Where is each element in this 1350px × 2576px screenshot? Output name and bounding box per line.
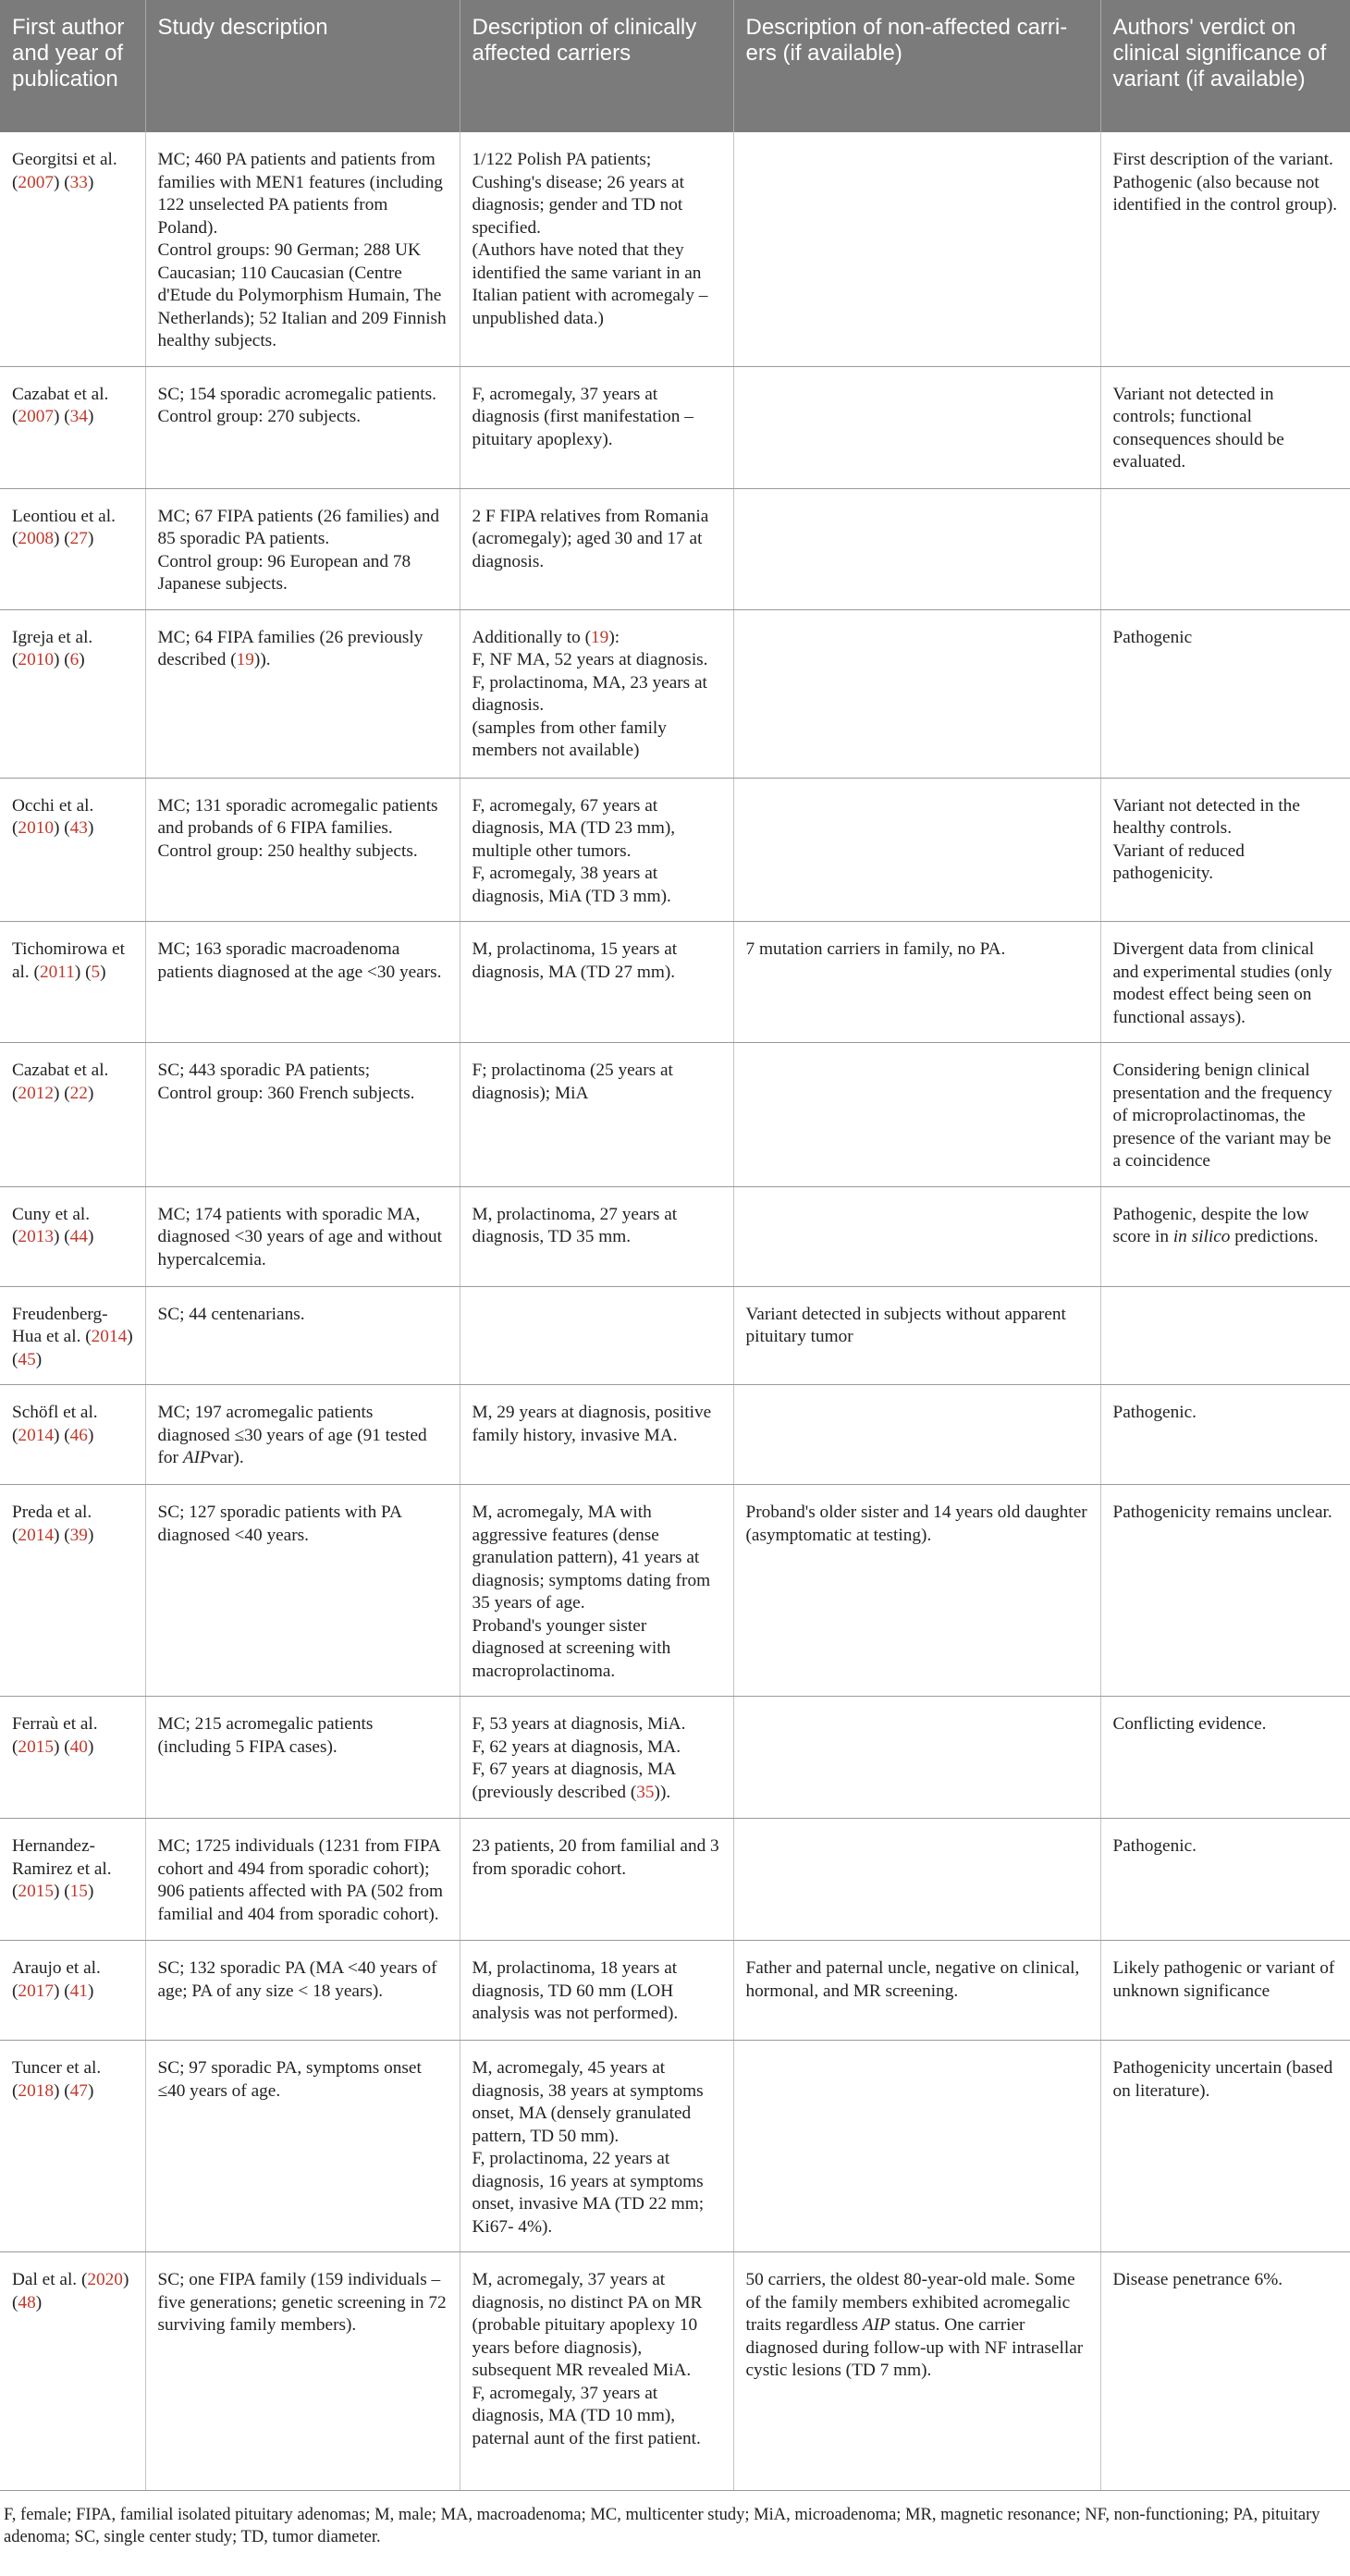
- verdict-text: Pathogenicity uncertain (based on literature).: [1112, 2058, 1333, 2101]
- reference-link[interactable]: 15: [69, 1882, 88, 1901]
- affected-cell: [460, 488, 733, 609]
- header-study: Study description: [145, 0, 460, 132]
- table-row: [0, 1186, 1350, 1286]
- nonaffected-cell: [733, 2252, 1100, 2491]
- study-cell: [145, 922, 460, 1043]
- verdict-cell: [1100, 609, 1350, 778]
- reference-link[interactable]: 41: [69, 1981, 88, 2001]
- author-text: Preda et al. (2014): [12, 1503, 92, 1545]
- affected-cell: [460, 778, 733, 922]
- author-cell: Ferraù et al. (2015) (40): [0, 1697, 145, 1819]
- table-row: [0, 1043, 1350, 1187]
- author-cell: Dal et al. (2020) (48): [0, 2252, 145, 2491]
- affected-cell: [460, 1043, 733, 1187]
- affected-text: 23 patients, 20 from familial and 3 from sporadic cohort.: [472, 1836, 719, 1879]
- affected-text: M, acromegaly, 37 years at diagnosis, no distinct PA on MR (probable pituitary apoplexy 10 years before diagnosis), subsequent MR revealed MiA. F, acromegaly, 37 years at diagnosis, MA (TD 10 mm), paternal aunt of the first patient.: [472, 2270, 703, 2448]
- table-row: [0, 1819, 1350, 1941]
- reference-link[interactable]: 22: [69, 1083, 88, 1103]
- affected-cell: [460, 922, 733, 1043]
- affected-text: 1/122 Polish PA patients; Cushing's disease; 26 years at diagnosis; gender and TD not specified. (Authors have noted that they identified the same variant in an Italian patient with acromegaly – unpublished data.): [472, 150, 708, 328]
- affected-cell: [460, 609, 733, 778]
- study-text: MC; 64 FIPA families (26 previously described (19)).: [157, 627, 423, 669]
- author-text: Cazabat et al. (2007): [12, 384, 109, 426]
- author-cell: Cazabat et al. (2007) (34): [0, 366, 145, 488]
- author-text: Araujo et al. (2017): [12, 1958, 101, 2001]
- verdict-cell: [1100, 1819, 1350, 1941]
- author-cell: Cuny et al. (2013) (44): [0, 1186, 145, 1286]
- affected-text: 2 F FIPA relatives from Romania (acromegaly); aged 30 and 17 at diagnosis.: [472, 506, 709, 571]
- verdict-cell: [1100, 366, 1350, 488]
- header-verdict: Authors' verdict on clinical significance of variant (if available): [1100, 0, 1350, 132]
- table-row: [0, 1941, 1350, 2041]
- nonaffected-cell: [733, 609, 1100, 778]
- nonaffected-cell: [733, 2041, 1100, 2252]
- verdict-cell: [1100, 2041, 1350, 2252]
- study-cell: [145, 2041, 460, 2252]
- verdict-text: Pathogenic: [1112, 627, 1193, 647]
- nonaffected-cell: [733, 1286, 1100, 1385]
- author-cell: Igreja et al. (2010) (6): [0, 609, 145, 778]
- study-cell: [145, 1385, 460, 1485]
- study-cell: [145, 1043, 460, 1187]
- nonaffected-cell: [733, 366, 1100, 488]
- affected-text: Additionally to (19): F, NF MA, 52 years at diagnosis. F, prolactinoma, MA, 23 years at diagnosis. (samples from other family members not available): [472, 627, 708, 760]
- table-row: [0, 366, 1350, 488]
- verdict-text: Pathogenic, despite the low score in in silico predictions.: [1112, 1204, 1319, 1246]
- reference-link[interactable]: 6: [69, 650, 80, 669]
- nonaffected-text: Proband's older sister and 14 years old daughter (asymptomatic at testing).: [745, 1503, 1087, 1545]
- reference-link[interactable]: 48: [18, 2292, 36, 2312]
- nonaffected-cell: [733, 778, 1100, 922]
- table-row: [0, 609, 1350, 778]
- verdict-cell: [1100, 1186, 1350, 1286]
- study-text: MC; 131 sporadic acromegalic patients and probands of 6 FIPA families. Control group: 250 healthy subjects.: [157, 795, 438, 861]
- header-nonaffected: Description of non-affected carri-ers (if available): [733, 0, 1100, 132]
- table-row: [0, 1385, 1350, 1485]
- affected-cell: [460, 2041, 733, 2252]
- reference-link[interactable]: 44: [69, 1227, 88, 1246]
- verdict-cell: [1100, 1286, 1350, 1385]
- table-row: [0, 2252, 1350, 2491]
- reference-link[interactable]: 43: [69, 818, 88, 838]
- author-text: Leontiou et al. (2008): [12, 506, 116, 548]
- affected-text: M, acromegaly, 45 years at diagnosis, 38 years at symptoms onset, MA (densely granulated pattern, TD 50 mm). F, prolactinoma, 22 years at diagnosis, 16 years at symptoms onset, invasive MA (TD 22 mm; Ki67- 4%).: [472, 2058, 705, 2237]
- verdict-text: Variant not detected in controls; functional consequences should be evaluated.: [1112, 384, 1284, 472]
- verdict-text: First description of the variant. Pathogenic (also because not identified in the control group).: [1112, 150, 1338, 215]
- author-cell: Leontiou et al. (2008) (27): [0, 488, 145, 609]
- verdict-text: Considering benign clinical presentation and the frequency of microprolactinomas, the presence of the variant may be a coincidence: [1112, 1061, 1332, 1171]
- study-text: SC; 44 centenarians.: [157, 1304, 305, 1324]
- affected-cell: [460, 1385, 733, 1485]
- verdict-cell: [1100, 1043, 1350, 1187]
- reference-link[interactable]: 40: [69, 1736, 88, 1757]
- study-cell: [145, 132, 460, 366]
- affected-cell: [460, 132, 733, 366]
- nonaffected-cell: [733, 132, 1100, 366]
- study-text: SC; one FIPA family (159 individuals – five generations; genetic screening in 72 surviving family members).: [157, 2270, 447, 2335]
- study-text: MC; 215 acromegalic patients (including 5 FIPA cases).: [157, 1714, 374, 1757]
- study-text: SC; 127 sporadic patients with PA diagnosed <40 years.: [157, 1503, 401, 1545]
- nonaffected-cell: [733, 1941, 1100, 2041]
- verdict-cell: [1100, 1941, 1350, 2041]
- nonaffected-cell: [733, 488, 1100, 609]
- nonaffected-cell: [733, 1043, 1100, 1187]
- table-body: [0, 132, 1350, 2491]
- author-text: Tuncer et al. (2018): [12, 2058, 102, 2101]
- table-row: [0, 488, 1350, 609]
- affected-text: F, acromegaly, 37 years at diagnosis (first manifestation – pituitary apoplexy).: [472, 384, 693, 449]
- study-cell: [145, 366, 460, 488]
- reference-link[interactable]: 45: [18, 1349, 36, 1369]
- reference-link[interactable]: 39: [69, 1525, 88, 1545]
- verdict-text: Pathogenic.: [1112, 1836, 1197, 1856]
- table-header-row: [0, 0, 1350, 132]
- study-cell: [145, 2252, 460, 2491]
- affected-text: M, acromegaly, MA with aggressive features (dense granulation pattern), 41 years at diagnosis; symptoms dating from 35 years of age. Proband's younger sister diagnosed at screening with macroprolactinoma.: [472, 1503, 711, 1681]
- verdict-cell: [1100, 1385, 1350, 1485]
- study-text: SC; 154 sporadic acromegalic patients. Control group: 270 subjects.: [157, 384, 436, 426]
- header-affected: Description of clinically affected carriers: [460, 0, 733, 132]
- verdict-text: Pathogenicity remains unclear.: [1112, 1503, 1332, 1522]
- affected-text: M, 29 years at diagnosis, positive family history, invasive MA.: [472, 1403, 712, 1445]
- verdict-text: Conflicting evidence.: [1112, 1714, 1267, 1734]
- verdict-text: Variant not detected in the healthy controls. Variant of reduced pathogenicity.: [1112, 795, 1300, 883]
- author-text: Dal et al. (2020): [12, 2270, 129, 2289]
- reference-link[interactable]: 5: [91, 962, 101, 982]
- nonaffected-cell: [733, 1485, 1100, 1697]
- study-text: MC; 174 patients with sporadic MA, diagnosed <30 years of age and without hypercalcemia.: [157, 1204, 443, 1270]
- affected-cell: [460, 1941, 733, 2041]
- nonaffected-text: Father and paternal uncle, negative on clinical, hormonal, and MR screening.: [745, 1958, 1080, 2001]
- study-text: MC; 163 sporadic macroadenoma patients diagnosed at the age <30 years.: [157, 939, 442, 982]
- table-row: [0, 1286, 1350, 1385]
- affected-text: M, prolactinoma, 18 years at diagnosis, TD 60 mm (LOH analysis was not performed).: [472, 1958, 679, 2023]
- author-text: Georgitsi et al. (2007): [12, 150, 117, 192]
- table-row: [0, 1485, 1350, 1697]
- affected-cell: [460, 1286, 733, 1385]
- author-text: Tichomirowa et al. (2011): [12, 939, 125, 982]
- author-cell: Araujo et al. (2017) (41): [0, 1941, 145, 2041]
- study-text: MC; 460 PA patients and patients from families with MEN1 features (including 122 unselected PA patients from Poland). Control groups: 90 German; 288 UK Caucasian; 110 Caucasian (Centre d'Etude du Polymorphism Humain, The Netherlands); 52 Italian and 209 Finnish healthy subjects.: [157, 150, 447, 350]
- study-text: SC; 97 sporadic PA, symptoms onset ≤40 years of age.: [157, 2058, 422, 2101]
- reference-link[interactable]: 46: [69, 1425, 88, 1445]
- study-text: MC; 67 FIPA patients (26 families) and 85 sporadic PA patients. Control group: 96 European and 78 Japanese subjects.: [157, 506, 440, 594]
- author-text: Schöfl et al. (2014): [12, 1403, 98, 1445]
- verdict-cell: [1100, 1697, 1350, 1819]
- verdict-cell: [1100, 2252, 1350, 2491]
- reference-link[interactable]: 47: [69, 2080, 88, 2101]
- nonaffected-text: Variant detected in subjects without apparent pituitary tumor: [745, 1304, 1066, 1346]
- study-cell: [145, 1186, 460, 1286]
- nonaffected-cell: [733, 1697, 1100, 1819]
- author-cell: Tuncer et al. (2018) (47): [0, 2041, 145, 2252]
- affected-cell: [460, 2252, 733, 2491]
- author-text: Cazabat et al. (2012): [12, 1061, 109, 1103]
- table-footnote: F, female; FIPA, familial isolated pituitary adenomas; M, male; MA, macroadenoma; MC, multicenter study; MiA, microadenoma; MR, magnetic resonance; NF, non-functioning; PA, pituitary adenoma; SC, single center study; TD, tumor diameter.: [4, 2506, 1320, 2546]
- study-cell: [145, 1485, 460, 1697]
- reference-link[interactable]: 33: [69, 172, 88, 192]
- affected-cell: [460, 1186, 733, 1286]
- affected-text: M, prolactinoma, 15 years at diagnosis, MA (TD 27 mm).: [472, 939, 678, 982]
- nonaffected-cell: [733, 1819, 1100, 1941]
- study-text: MC; 197 acromegalic patients diagnosed ≤30 years of age (91 tested for AIPvar).: [157, 1403, 427, 1467]
- table-row: [0, 2041, 1350, 2252]
- table-row: [0, 132, 1350, 366]
- verdict-text: Divergent data from clinical and experimental studies (only modest effect being seen on functional assays).: [1112, 939, 1332, 1027]
- affected-cell: [460, 1485, 733, 1697]
- verdict-cell: [1100, 778, 1350, 922]
- verdict-text: Pathogenic.: [1112, 1403, 1197, 1422]
- author-text: Freudenberg-Hua et al. (2014): [12, 1304, 133, 1346]
- author-cell: Schöfl et al. (2014) (46): [0, 1385, 145, 1485]
- nonaffected-cell: [733, 1186, 1100, 1286]
- nonaffected-text: 7 mutation carriers in family, no PA.: [745, 939, 1006, 959]
- reference-link[interactable]: 34: [69, 407, 88, 426]
- study-text: MC; 1725 individuals (1231 from FIPA cohort and 494 from sporadic cohort); 906 patients affected with PA (502 from familial and 404 from sporadic cohort).: [157, 1836, 443, 1924]
- affected-cell: [460, 1697, 733, 1819]
- study-cell: [145, 1697, 460, 1819]
- study-cell: [145, 488, 460, 609]
- nonaffected-cell: [733, 1385, 1100, 1485]
- nonaffected-cell: [733, 922, 1100, 1043]
- study-cell: [145, 778, 460, 922]
- verdict-text: Disease penetrance 6%.: [1112, 2270, 1283, 2289]
- header-author: First author and year of publication: [0, 0, 145, 132]
- verdict-cell: [1100, 132, 1350, 366]
- author-cell: Preda et al. (2014) (39): [0, 1485, 145, 1697]
- study-cell: [145, 1286, 460, 1385]
- study-text: SC; 443 sporadic PA patients; Control group: 360 French subjects.: [157, 1061, 415, 1103]
- author-text: Ferraù et al. (2015): [12, 1714, 98, 1757]
- affected-text: M, prolactinoma, 27 years at diagnosis, TD 35 mm.: [472, 1204, 678, 1246]
- table-row: [0, 778, 1350, 922]
- author-text: Occhi et al. (2010): [12, 795, 94, 838]
- table-row: [0, 922, 1350, 1043]
- author-cell: Tichomirowa et al. (2011) (5): [0, 922, 145, 1043]
- verdict-cell: [1100, 488, 1350, 609]
- study-text: SC; 132 sporadic PA (MA <40 years of age; PA of any size < 18 years).: [157, 1958, 437, 2001]
- study-cell: [145, 1941, 460, 2041]
- table-row: [0, 1697, 1350, 1819]
- author-cell: Occhi et al. (2010) (43): [0, 778, 145, 922]
- affected-text: F, acromegaly, 67 years at diagnosis, MA (TD 23 mm), multiple other tumors. F, acromegaly, 38 years at diagnosis, MiA (TD 3 mm).: [472, 795, 676, 906]
- author-cell: Cazabat et al. (2012) (22): [0, 1043, 145, 1187]
- author-cell: Hernandez-Ramirez et al. (2015) (15): [0, 1819, 145, 1941]
- affected-text: F; prolactinoma (25 years at diagnosis); MiA: [472, 1061, 673, 1103]
- verdict-cell: [1100, 1485, 1350, 1697]
- author-text: Igreja et al. (2010): [12, 627, 93, 669]
- author-text: Cuny et al. (2013): [12, 1204, 91, 1246]
- study-cell: [145, 1819, 460, 1941]
- study-cell: [145, 609, 460, 778]
- reference-link[interactable]: 27: [69, 529, 88, 548]
- author-cell: Georgitsi et al. (2007) (33): [0, 132, 145, 366]
- verdict-cell: [1100, 922, 1350, 1043]
- affected-text: F, 53 years at diagnosis, MiA. F, 62 years at diagnosis, MA. F, 67 years at diagnosis, MA (previously described (35)).: [472, 1714, 686, 1802]
- author-text: Hernandez-Ramirez et al. (2015): [12, 1836, 112, 1901]
- nonaffected-text: 50 carriers, the oldest 80-year-old male. Some of the family members exhibited acromegalic traits regardless AIP status. One carrier diagnosed during follow-up with NF intrasellar cystic lesions (TD 7 mm).: [745, 2270, 1084, 2380]
- affected-cell: [460, 1819, 733, 1941]
- verdict-text: Likely pathogenic or variant of unknown significance: [1112, 1958, 1335, 2001]
- affected-cell: [460, 366, 733, 488]
- author-cell: Freudenberg-Hua et al. (2014) (45): [0, 1286, 145, 1385]
